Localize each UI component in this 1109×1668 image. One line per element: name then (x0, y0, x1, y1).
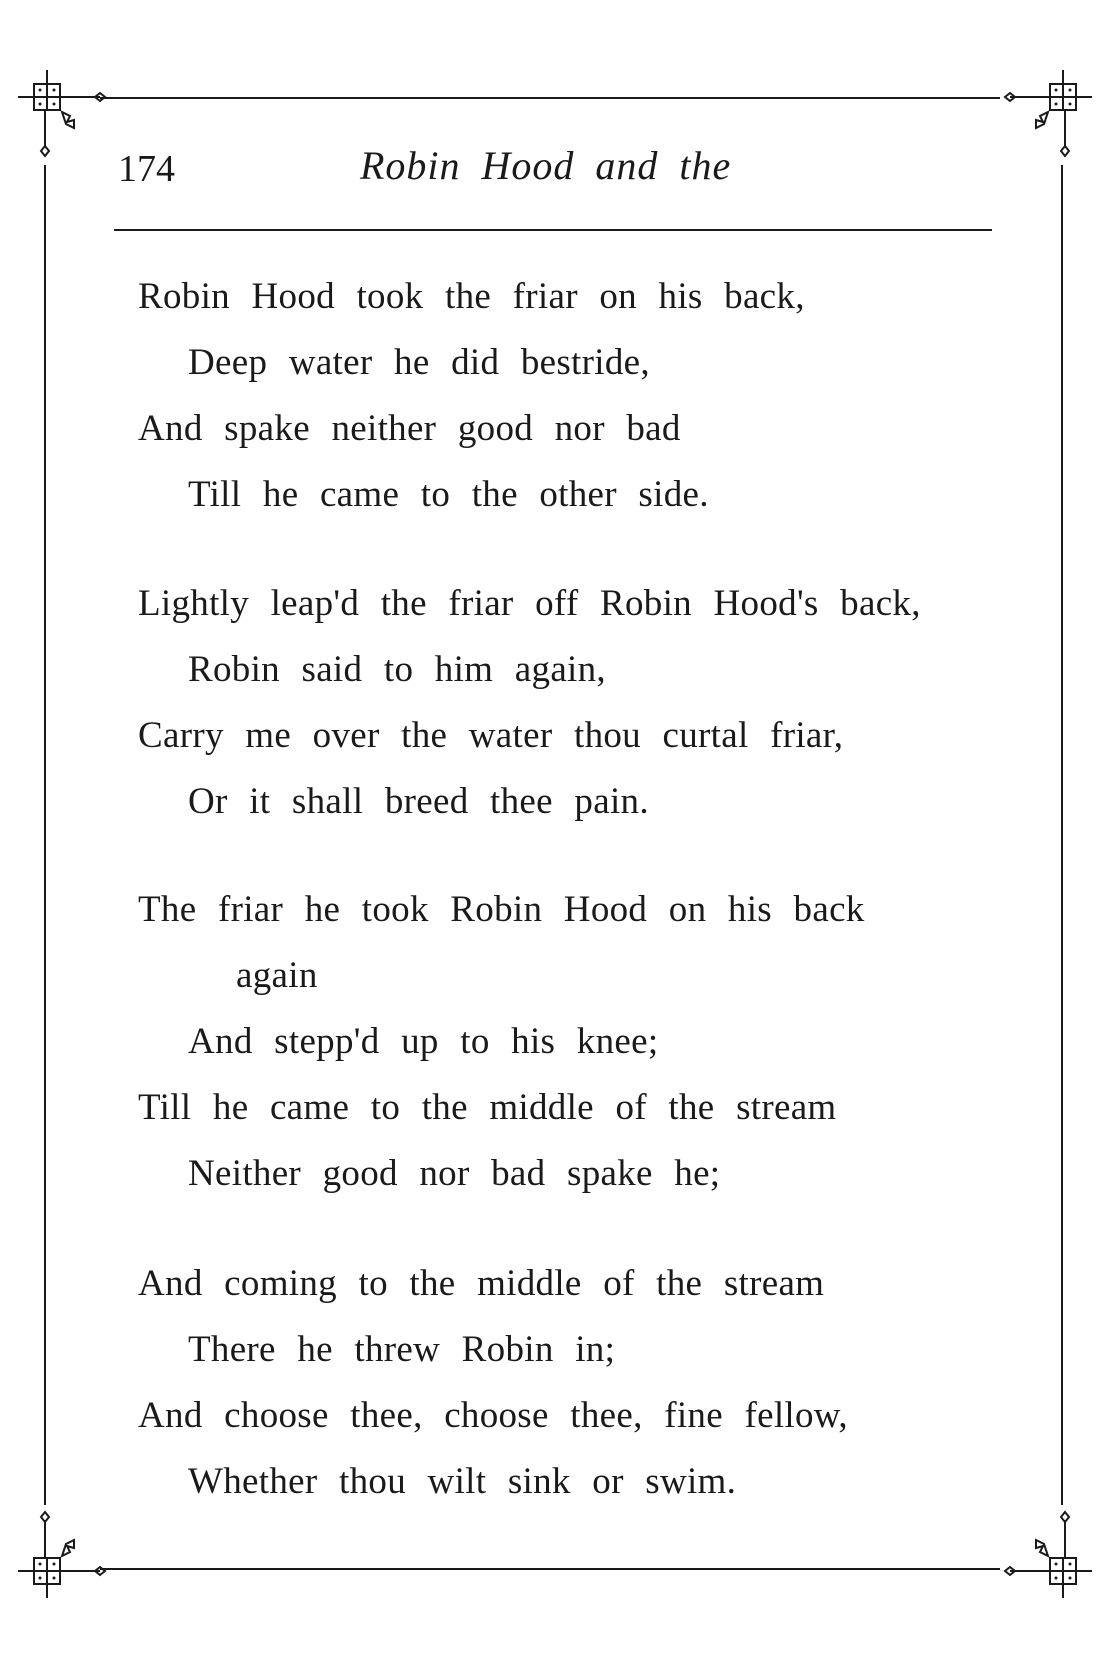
border-bottom (100, 1568, 1000, 1570)
corner-ornament-top-right (1002, 70, 1092, 160)
verse-line: And stepp'd up to his knee; (188, 1021, 659, 1062)
verse-line: Whether thou wilt sink or swim. (188, 1461, 737, 1502)
verse-line: And spake neither good nor bad (138, 408, 681, 449)
verse-line: Till he came to the middle of the stream (138, 1087, 837, 1128)
border-right (1061, 165, 1063, 1505)
verse-line: And coming to the middle of the stream (138, 1263, 825, 1304)
border-top (100, 97, 1000, 99)
verse-line: Or it shall breed thee pain. (188, 781, 649, 822)
verse-line: The friar he took Robin Hood on his back (138, 889, 865, 930)
corner-ornament-top-left (18, 70, 108, 160)
verse-line: again (236, 955, 318, 996)
verse-line: Robin said to him again, (188, 649, 606, 690)
verse-line: Neither good nor bad spake he; (188, 1153, 721, 1194)
verse-line: Deep water he did bestride, (188, 342, 650, 383)
verse-line: Lightly leap'd the friar off Robin Hood's back, (138, 583, 921, 624)
verse-line: Carry me over the water thou curtal friar, (138, 715, 844, 756)
corner-ornament-bottom-right (1002, 1508, 1092, 1598)
header-rule (114, 229, 992, 231)
running-title: Robin Hood and the (360, 143, 732, 188)
page-number: 174 (118, 148, 175, 190)
verse-line: And choose thee, choose thee, fine fellow, (138, 1395, 848, 1436)
border-left (44, 165, 46, 1505)
verse-line: There he threw Robin in; (188, 1329, 616, 1370)
verse-line: Till he came to the other side. (188, 474, 709, 515)
corner-ornament-bottom-left (18, 1508, 108, 1598)
verse-line: Robin Hood took the friar on his back, (138, 276, 805, 317)
